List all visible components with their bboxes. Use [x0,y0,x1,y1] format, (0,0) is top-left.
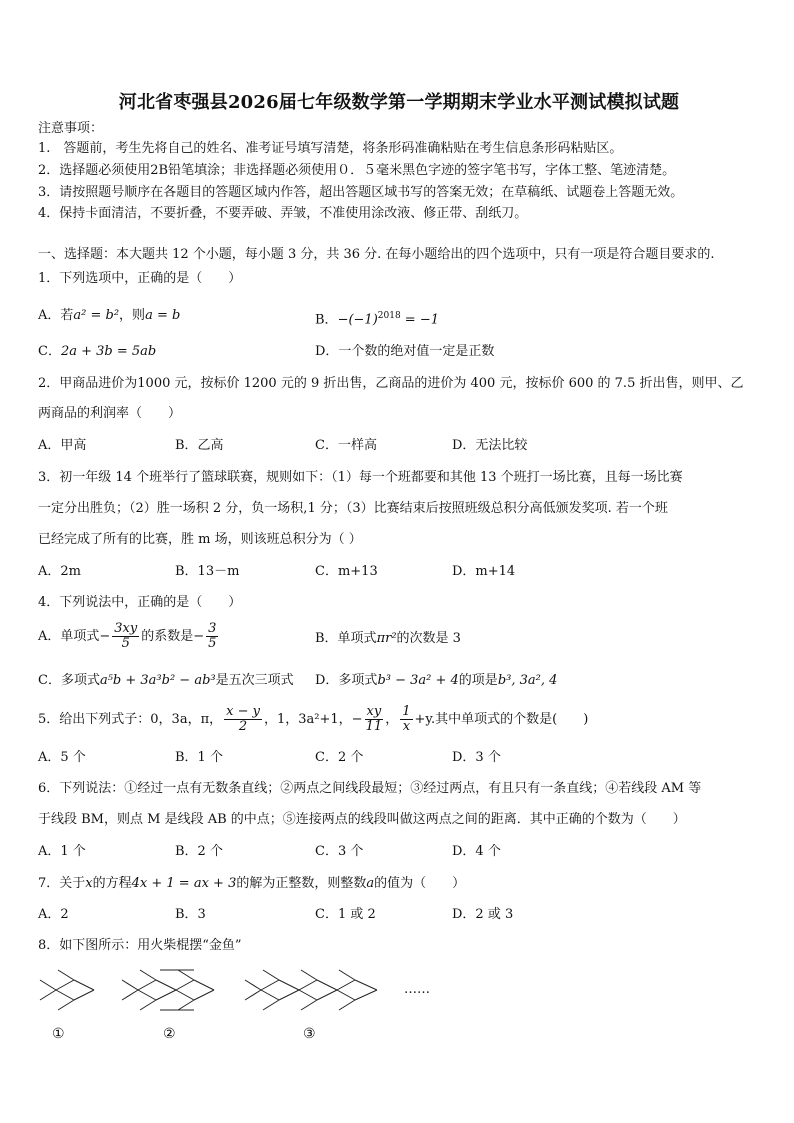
q6-option-d: D．4 个 [452,844,501,859]
q3-option-b: B．13－m [175,564,240,579]
q7-option-a: A．2 [38,907,69,922]
q1-option-b: B．$-(-1)^{2018} = -1$ [315,311,439,328]
q7-option-d: D．2 或 3 [452,907,514,922]
figure-label-2: ② [163,1026,176,1042]
q5-stem: 5．给出下列式子：0，3a，π， $\frac{x - y}{2}$ ，1，3a²+1，− $\frac{xy}{11}$ ， $\frac{1}{x}$ +y.其中单项式的个数是( ) [38,704,589,734]
q7-option-b: B．3 [175,907,206,922]
q8-ellipsis: …… [404,982,430,997]
q7-stem: 7．关于x的方程4x + 1 = ax + 3的解为正整数，则整数a的值为（ ） [38,876,466,891]
notice-heading: 注意事项： [38,121,104,136]
q3-line-1: 3．初一年级 14 个班举行了篮球联赛，规则如下：（1）每一个班都要和其他 13 个班打一场比赛，且每一场比赛 [38,470,683,485]
matchstick-fish-3 [243,968,383,1012]
figure-label-1: ① [52,1026,65,1042]
q5-option-b: B．1 个 [175,750,223,765]
matchstick-fish-1 [38,968,98,1012]
q4-stem: 4．下列说法中，正确的是（ ） [38,595,242,610]
q1-option-d: D．一个数的绝对值一定是正数 [315,344,495,359]
q2-line-1: 2．甲商品进价为1000 元，按标价 1200 元的 9 折出售，乙商品的进价为 400 元，按标价 600 的 7.5 折出售，则甲、乙 [38,376,744,391]
notice-item-3: 3．请按照题号顺序在各题目的答题区域内作答，超出答题区域书写的答案无效；在草稿纸、试题卷上答题无效。 [38,185,684,200]
notice-item-4: 4．保持卡面清洁，不要折叠，不要弄破、弄皱，不准使用涂改液、修正带、刮纸刀。 [38,206,528,221]
q3-option-c: C．m+13 [315,564,378,579]
q3-line-3: 已经完成了所有的比赛，胜 m 场，则该班总积分为（ ） [38,532,362,547]
q6-line-1: 6．下列说法：①经过一点有无数条直线；②两点之间线段最短；③经过两点，有且只有一条直线；④若线段 AM 等 [38,781,702,796]
q4-option-d: D．多项式b³ − 3a² + 4的项是b³, 3a², 4 [315,673,558,688]
q6-line-2: 于线段 BM，则点 M 是线段 AB 的中点；⑤连接两点的线段叫做这两点之间的距离．其中正确的个数为（ ） [38,812,686,827]
q2-line-2: 两商品的利润率（ ） [38,406,182,421]
section-heading: 一、选择题：本大题共 12 个小题，每小题 3 分，共 36 分. 在每小题给出的四个选项中，只有一项是符合题目要求的. [38,247,715,262]
notice-item-2: 2．选择题必须使用2B铅笔填涂；非选择题必须使用０．５毫米黑色字迹的签字笔书写，字体工整、笔迹清楚。 [38,163,676,178]
q1-option-c: C．2a + 3b = 5ab [38,344,157,359]
notice-item-1: 1. 答题前，考生先将自己的姓名、准考证号填写清楚，将条形码准确粘贴在考生信息条形码粘贴区。 [38,141,623,156]
matchstick-fish-2 [120,968,220,1012]
q4-option-b: B．单项式πr²的次数是 3 [315,631,461,646]
q2-option-b: B．乙高 [175,438,224,453]
q5-option-c: C．2 个 [315,750,364,765]
q5-option-d: D．3 个 [452,750,501,765]
q6-option-a: A．1 个 [38,844,86,859]
q2-option-d: D．无法比较 [452,438,528,453]
q7-option-c: C．1 或 2 [315,907,376,922]
q1-stem: 1．下列选项中，正确的是（ ） [38,271,242,286]
q8-stem: 8．如下图所示：用火柴棍摆“金鱼” [38,938,242,953]
q4-option-c: C．多项式a⁵b + 3a³b² − ab³是五次三项式 [38,673,294,688]
q5-option-a: A．5 个 [38,750,86,765]
q6-option-b: B．2 个 [175,844,223,859]
q2-option-a: A．甲高 [38,438,87,453]
q3-option-a: A．2m [38,564,81,579]
q3-line-2: 一定分出胜负；（2）胜一场积 2 分，负一场积,1 分；（3）比赛结束后按照班级总积分高低颁发奖项. 若一个班 [38,501,668,516]
q3-option-d: D．m+14 [452,564,516,579]
q2-option-c: C．一样高 [315,438,377,453]
q1-option-a: A．若a² = b²，则a = b [38,308,181,323]
figure-label-3: ③ [303,1026,316,1042]
exam-title: 河北省枣强县2026届七年级数学第一学期期末学业水平测试模拟试题 [118,92,680,113]
q6-option-c: C．3 个 [315,844,364,859]
q4-option-a: A．单项式− $\frac{3xy}{5}$ 的系数是− $\frac{3}{5}$ [38,621,217,651]
